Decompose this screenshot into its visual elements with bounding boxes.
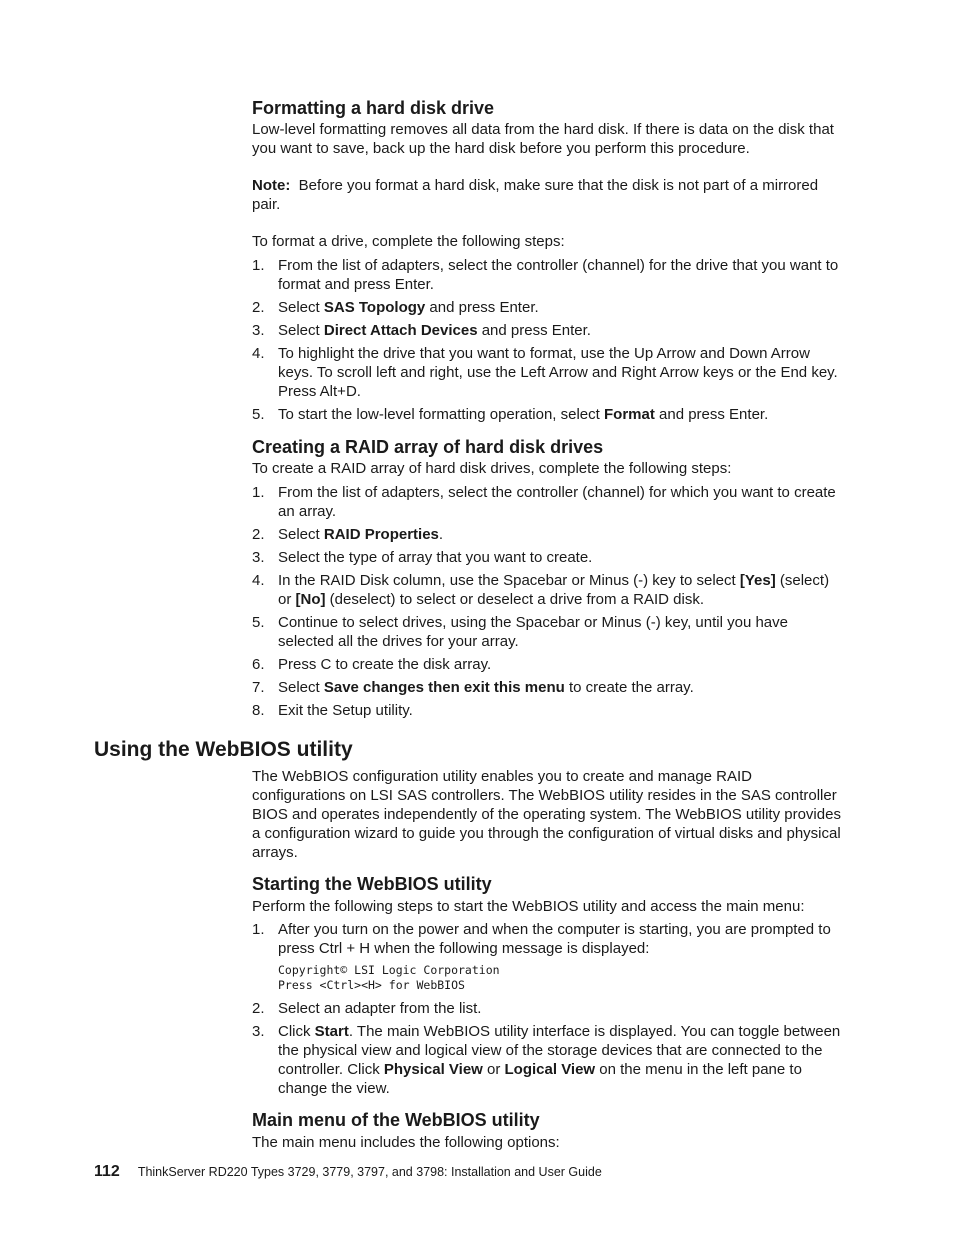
code-message (278, 963, 500, 993)
mainmenu-intro: The main menu includes the following options: (252, 1134, 560, 1151)
page-number: 112 (94, 1163, 120, 1180)
step-bold: Direct Attach Devices (323, 322, 478, 339)
raid-intro: To create a RAID array of hard disk drives, complete the following steps: (252, 460, 732, 477)
list-item (252, 571, 844, 609)
step-bold: Logical View (504, 1061, 596, 1078)
step-bold: Start (314, 1023, 349, 1040)
step-number: 2. (252, 299, 265, 316)
step-bold: Save changes then exit this menu (323, 679, 565, 696)
list-item (252, 321, 844, 340)
step-bold: RAID Properties (323, 526, 439, 543)
step-text: Continue to select drives, using the Spacebar or Minus (-) key, until you have selected all the drives for your array. (278, 614, 788, 650)
step-text: . The main WebBIOS utility interface is displayed. You can toggle between the physical view and logical view of the storage devices that are connected to the controller. Click (278, 1023, 841, 1078)
code-line: Press <Ctrl><H> for WebBIOS (278, 978, 465, 992)
starting-steps-list-b (252, 999, 844, 1102)
step-text: Select (278, 679, 324, 696)
list-item (252, 920, 844, 958)
step-text: Select (278, 526, 324, 543)
code-line: Copyright© LSI Logic Corporation (278, 963, 500, 977)
note-text: Before you format a hard disk, make sure that the disk is not part of a mirrored pair. (252, 177, 819, 213)
step-text: Select (278, 322, 324, 339)
formatting-steps-list (252, 256, 844, 428)
step-number: 1. (252, 921, 265, 938)
formatting-note (252, 176, 844, 214)
list-item (252, 701, 844, 720)
step-number: 5. (252, 614, 265, 631)
formatting-intro: Low-level formatting removes all data from the hard disk. If there is data on the disk that you want to save, back up the hard disk before you perform this procedure. (252, 121, 834, 157)
step-text: Exit the Setup utility. (278, 702, 413, 719)
list-item (252, 256, 844, 294)
list-item (252, 344, 844, 401)
step-text: and press Enter. (425, 299, 539, 316)
list-item (252, 483, 844, 521)
list-item (252, 655, 844, 674)
list-item (252, 525, 844, 544)
heading-mainmenu: Main menu of the WebBIOS utility (252, 1110, 540, 1130)
step-number: 8. (252, 702, 265, 719)
step-text: Select the type of array that you want to create. (278, 549, 593, 566)
formatting-steps-intro: To format a drive, complete the following steps: (252, 233, 565, 250)
webbios-intro: The WebBIOS configuration utility enables you to create and manage RAID configurations on LSI SAS controllers. The WebBIOS utility resides in the SAS controller BIOS and operates independently of the operating system. The WebBIOS utility provides a configuration wizard to guide you through the configuration of virtual disks and physical arrays. (252, 768, 841, 861)
step-text: or (482, 1061, 505, 1078)
step-text: and press Enter. (477, 322, 591, 339)
step-text: To highlight the drive that you want to format, use the Up Arrow and Down Arrow keys. To scroll left and right, use the Left Arrow and Right Arrow keys or the End key. Press Alt+D. (278, 345, 838, 400)
list-item (252, 1022, 844, 1098)
list-item (252, 613, 844, 651)
step-number: 7. (252, 679, 265, 696)
step-text: . (438, 526, 444, 543)
step-text: From the list of adapters, select the controller (channel) for which you want to create an array. (278, 484, 836, 520)
step-text: and press Enter. (654, 406, 769, 423)
step-text: on the menu in the left pane to change the view. (278, 1061, 802, 1097)
step-number: 2. (252, 1000, 265, 1017)
step-bold: [No] (295, 591, 326, 608)
note-label: Note: (252, 177, 291, 194)
step-text: From the list of adapters, select the controller (channel) for the drive that you want to format and press Enter. (278, 257, 839, 293)
starting-intro: Perform the following steps to start the WebBIOS utility and access the main menu: (252, 898, 805, 915)
heading-raid: Creating a RAID array of hard disk drives (252, 437, 604, 457)
step-bold: Physical View (383, 1061, 483, 1078)
step-text: Press C to create the disk array. (278, 656, 492, 673)
step-bold: Format (604, 406, 655, 423)
step-text: to create the array. (564, 679, 694, 696)
raid-steps-list (252, 483, 844, 724)
step-number: 1. (252, 257, 265, 274)
list-item (252, 298, 844, 317)
list-item (252, 548, 844, 567)
starting-steps-list-a (252, 920, 844, 962)
page-footer (94, 1162, 602, 1182)
step-number: 4. (252, 345, 265, 362)
step-bold: [Yes] (739, 572, 776, 589)
list-item (252, 678, 844, 697)
step-bold: SAS Topology (323, 299, 426, 316)
list-item (252, 999, 844, 1018)
step-text: (select) or (278, 572, 830, 608)
step-number: 5. (252, 406, 265, 423)
step-text: (deselect) to select or deselect a drive from a RAID disk. (325, 591, 704, 608)
step-text: Select an adapter from the list. (278, 1000, 482, 1017)
step-text: To start the low-level formatting operation, select (278, 406, 604, 423)
step-text: Select (278, 299, 324, 316)
step-text: In the RAID Disk column, use the Spacebar or Minus (-) key to select (278, 572, 740, 589)
heading-starting: Starting the WebBIOS utility (252, 874, 492, 894)
step-text: Click (278, 1023, 315, 1040)
step-number: 1. (252, 484, 265, 501)
step-number: 3. (252, 549, 265, 566)
step-text: After you turn on the power and when the computer is starting, you are prompted to press Ctrl + H when the following message is displayed: (278, 921, 831, 957)
step-number: 6. (252, 656, 265, 673)
step-number: 4. (252, 572, 265, 589)
step-number: 2. (252, 526, 265, 543)
step-number: 3. (252, 1023, 265, 1040)
footer-title: ThinkServer RD220 Types 3729, 3779, 3797, and 3798: Installation and User Guide (137, 1165, 602, 1179)
heading-formatting: Formatting a hard disk drive (252, 98, 495, 118)
step-number: 3. (252, 322, 265, 339)
heading-webbios: Using the WebBIOS utility (94, 738, 353, 761)
list-item (252, 405, 844, 424)
